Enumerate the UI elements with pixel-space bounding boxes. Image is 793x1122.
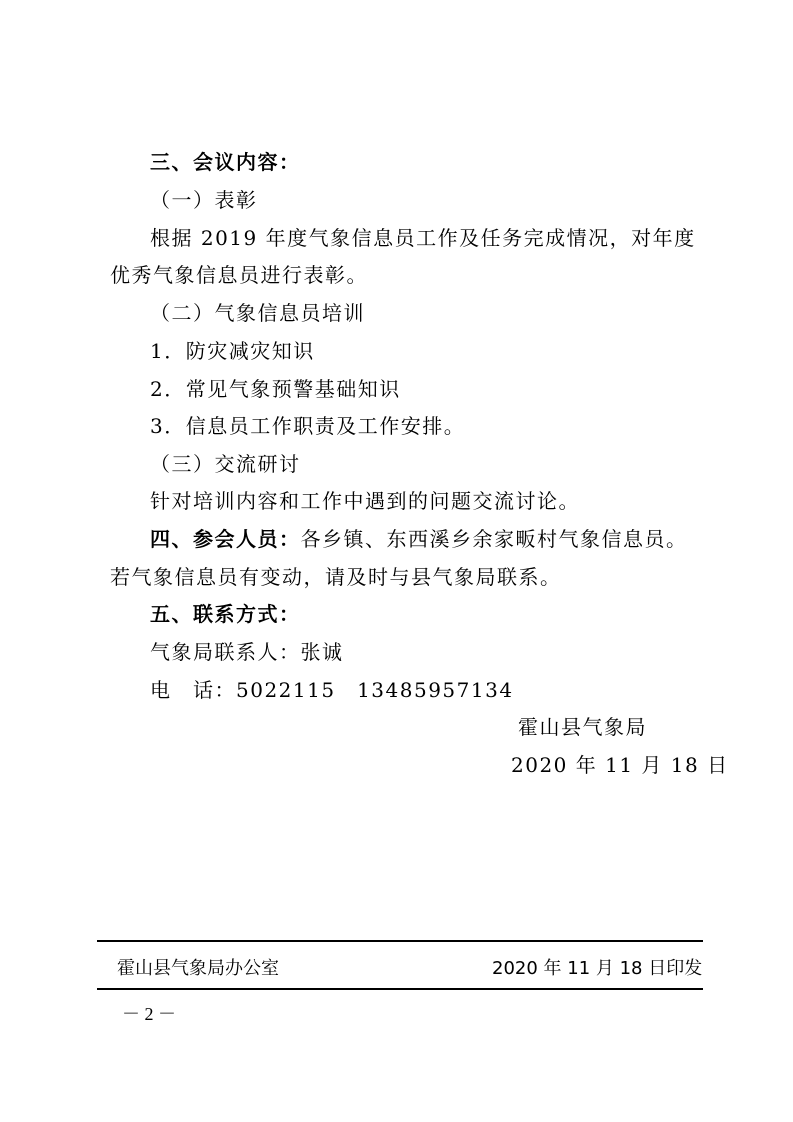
item1-text-line2: 优秀气象信息员进行表彰。 — [110, 263, 368, 287]
phone-label: 电 话： — [150, 678, 236, 702]
contact-person: 气象局联系人：张诚 — [150, 640, 344, 664]
item2-heading: （二）气象信息员培训 — [150, 301, 365, 325]
item2-sub1: 1．防灾减灾知识 — [150, 339, 315, 363]
page-number: － 2 － — [122, 1004, 176, 1024]
item1-heading: （一）表彰 — [150, 188, 258, 212]
item3-heading: （三）交流研讨 — [150, 452, 301, 476]
phone-numbers: 5022115 13485957134 — [236, 678, 514, 702]
footer-bottom-rule — [97, 988, 703, 990]
section4-heading: 四、参会人员： — [150, 527, 301, 551]
section3-heading: 三、会议内容： — [150, 150, 301, 174]
footer-top-rule — [97, 940, 703, 942]
section5-heading: 五、联系方式： — [150, 602, 301, 626]
footer-issue-date: 2020 年 11 月 18 日印发 — [492, 958, 703, 979]
item2-sub3: 3．信息员工作职责及工作安排。 — [150, 414, 466, 438]
signature-date: 2020 年 11 月 18 日 — [511, 753, 729, 777]
item1-text-line1: 根据 2019 年度气象信息员工作及任务完成情况，对年度 — [150, 226, 696, 250]
phone-line — [150, 678, 514, 702]
footer-office: 霍山县气象局办公室 — [117, 958, 279, 979]
section4-text-line1: 各乡镇、东西溪乡余家畈村气象信息员。 — [300, 527, 688, 551]
item2-sub2: 2．常见气象预警基础知识 — [150, 377, 401, 401]
section4-text-line2: 若气象信息员有变动，请及时与县气象局联系。 — [110, 565, 562, 589]
signature-org: 霍山县气象局 — [518, 715, 647, 739]
item3-text: 针对培训内容和工作中遇到的问题交流讨论。 — [150, 489, 580, 513]
section4-paragraph — [150, 527, 688, 551]
